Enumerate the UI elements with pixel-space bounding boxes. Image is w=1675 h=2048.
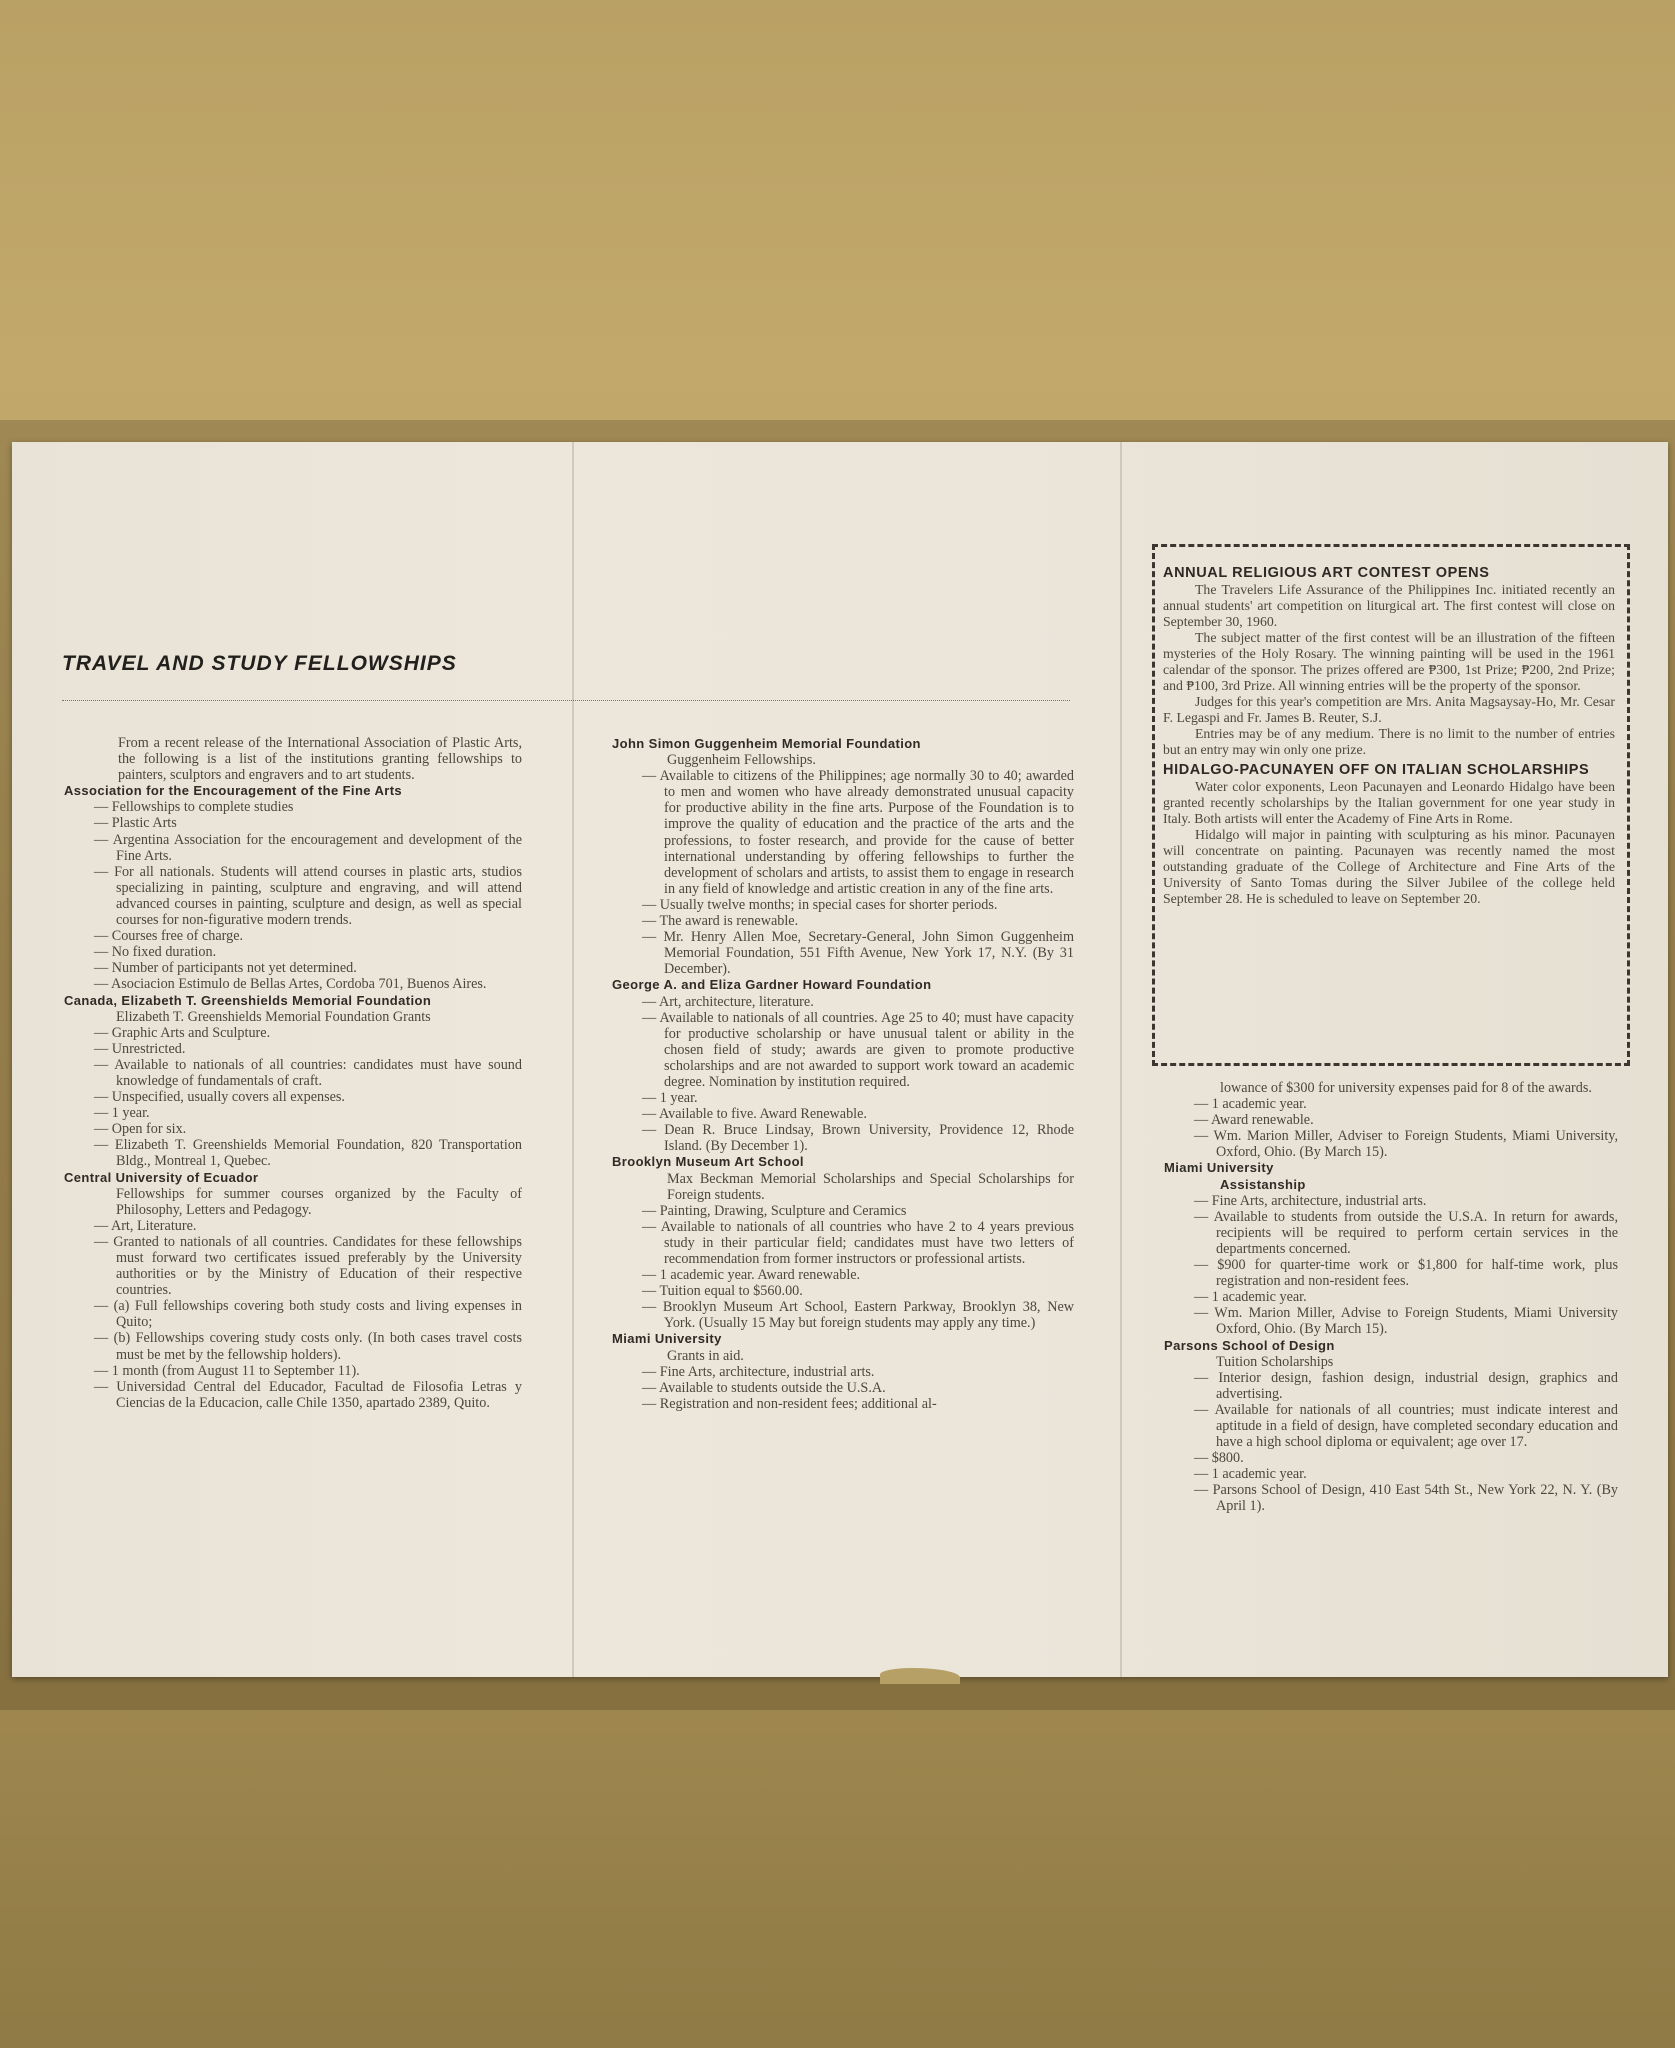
list-item: — Parsons School of Design, 410 East 54th St., New York 22, N. Y. (By April 1). — [1164, 1482, 1618, 1514]
news-paragraph: The subject matter of the first contest will be an illustration of the fifteen mysteries of the Holy Rosary. The winning painting will be used in the 1961 calendar of the sponsor. The prizes offered are ₱300, 1st Prize; ₱200, 2nd Prize; and ₱100, 3rd Prize. All winning entries will be the property of the sponsor. — [1163, 630, 1615, 693]
fold-line — [572, 442, 574, 1677]
news-paragraph: Judges for this year's competition are Mrs. Anita Magsaysay-Ho, Mr. Cesar F. Legaspi and Fr. James B. Reuter, S.J. — [1163, 694, 1615, 725]
list-item: — Award renewable. — [1164, 1112, 1618, 1128]
list-item: — Mr. Henry Allen Moe, Secretary-General, John Simon Guggenheim Memorial Foundation, 551 Fifth Avenue, New York 17, N.Y. (By 31 December). — [612, 929, 1074, 977]
list-item: — Wm. Marion Miller, Adviser to Foreign Students, Miami University, Oxford, Ohio. (By March 15). — [1164, 1128, 1618, 1160]
list-item: — $900 for quarter-time work or $1,800 for half-time work, plus registration and non-resident fees. — [1164, 1257, 1618, 1289]
list-item: — Dean R. Bruce Lindsay, Brown University, Providence 12, Rhode Island. (By December 1). — [612, 1122, 1074, 1154]
list-item: — Brooklyn Museum Art School, Eastern Parkway, Brooklyn 38, New York. (Usually 15 May but foreign students may apply any time.) — [612, 1299, 1074, 1331]
list-item: — The award is renewable. — [612, 913, 1074, 929]
list-item: — $800. — [1164, 1450, 1618, 1466]
news-paragraph: Hidalgo will major in painting with sculpturing as his minor. Pacunayen will concentrate on painting. Pacunayen was recently named the most outstanding graduate of the College of Architecture and Fine Arts of the University of Santo Tomas during the Silver Jubilee of the college held September 28. He is scheduled to leave on September 20. — [1163, 827, 1615, 906]
section-subtitle: Guggenheim Fellowships. — [667, 752, 816, 769]
list-item: — Art, architecture, literature. — [612, 994, 1074, 1010]
list-item: — 1 academic year. — [1164, 1096, 1618, 1112]
section-subtitle: Elizabeth T. Greenshields Memorial Foundation Grants — [116, 1008, 431, 1025]
section-heading: George A. and Eliza Gardner Howard Foundation — [612, 977, 932, 993]
column-3 — [1164, 1080, 1618, 1515]
list-item: — Universidad Central del Educador, Facultad de Filosofia Letras y Ciencias de la Educacion, calle Chile 1350, apartado 2389, Quito. — [64, 1379, 522, 1411]
fold-line — [1120, 442, 1122, 1677]
news-box — [1152, 544, 1630, 1066]
list-item: — Available to students outside the U.S.A. — [612, 1380, 1074, 1396]
list-item: — 1 year. — [64, 1105, 522, 1121]
intro-paragraph: From a recent release of the International Association of Plastic Arts, the following is a list of the institutions granting fellowships to painters, sculptors and engravers and to art students. — [118, 735, 522, 784]
list-item: — Available to five. Award Renewable. — [612, 1106, 1074, 1122]
list-item: — Unrestricted. — [64, 1041, 522, 1057]
section-heading: Miami University — [612, 1331, 722, 1347]
list-item: — Available to students from outside the U.S.A. In return for awards, recipients will be required to perform certain services in the departments concerned. — [1164, 1209, 1618, 1257]
section-subheading: Assistanship — [1220, 1176, 1306, 1192]
list-item: — Available to nationals of all countries who have 2 to 4 years previous study in their particular field; candidates must have two letters of recommendation from former instructors or professional artists. — [612, 1219, 1074, 1267]
section-subtitle: Grants in aid. — [667, 1347, 744, 1364]
news-paragraph: The Travelers Life Assurance of the Philippines Inc. initiated recently an annual students' art competition on liturgical art. The first contest will close on September 30, 1960. — [1163, 582, 1615, 629]
page-title: TRAVEL AND STUDY FELLOWSHIPS — [62, 652, 457, 675]
list-item: — 1 academic year. — [1164, 1466, 1618, 1482]
list-item: — Available for nationals of all countries; must indicate interest and aptitude in a field of design, have completed secondary education and have a high school diploma or equivalent; age over 17. — [1164, 1402, 1618, 1450]
list-item: — 1 month (from August 11 to September 11). — [64, 1363, 522, 1379]
list-item: — Courses free of charge. — [64, 928, 522, 944]
list-item: — Available to nationals of all countries. Age 25 to 40; must have capacity for productive scholarship or have unusual talent or ability in the chosen field of study; awards are given to promote productive scholarships and are not awarded to support work toward an academic degree. Nomination by institution required. — [612, 1010, 1074, 1090]
dotted-divider — [62, 700, 1070, 701]
list-item: — 1 academic year. Award renewable. — [612, 1267, 1074, 1283]
list-item: — Argentina Association for the encouragement and development of the Fine Arts. — [64, 832, 522, 864]
list-item: — Interior design, fashion design, industrial design, graphics and advertising. — [1164, 1370, 1618, 1402]
section-heading: Association for the Encouragement of the Fine Arts — [64, 783, 403, 799]
column-1 — [64, 735, 522, 1411]
section-subtitle: Tuition Scholarships — [1216, 1353, 1334, 1370]
list-item: — 1 academic year. — [1164, 1289, 1618, 1305]
section-subtitle: Max Beckman Memorial Scholarships and Special Scholarships for Foreign students. — [667, 1170, 1074, 1203]
column-2 — [612, 736, 1074, 1412]
list-item: — Fellowships to complete studies — [64, 799, 522, 815]
list-item: — (a) Full fellowships covering both study costs and living expenses in Quito; — [64, 1298, 522, 1330]
list-item: — Painting, Drawing, Sculpture and Ceramics — [612, 1203, 1074, 1219]
section-subtitle: Fellowships for summer courses organized by the Faculty of Philosophy, Letters and Pedagogy. — [116, 1185, 522, 1218]
list-item: — (b) Fellowships covering study costs only. (In both cases travel costs must be met by the fellowship holders). — [64, 1330, 522, 1362]
list-item: — 1 year. — [612, 1090, 1074, 1106]
list-item: — Open for six. — [64, 1121, 522, 1137]
news-box-content — [1163, 565, 1615, 907]
section-heading: Parsons School of Design — [1164, 1337, 1335, 1353]
list-item: — Number of participants not yet determined. — [64, 960, 522, 976]
news-heading: HIDALGO-PACUNAYEN OFF ON ITALIAN SCHOLARSHIPS — [1163, 762, 1590, 778]
list-item: — Registration and non-resident fees; additional al- — [612, 1396, 1074, 1412]
list-item: — Elizabeth T. Greenshields Memorial Foundation, 820 Transportation Bldg., Montreal 1, Quebec. — [64, 1137, 522, 1169]
list-item: — For all nationals. Students will attend courses in plastic arts, studios specializing in painting, sculpture and engraving, and will attend advanced courses in painting, sculpture and design, as well as special courses for non-figurative modern trends. — [64, 864, 522, 928]
section-heading: John Simon Guggenheim Memorial Foundation — [612, 736, 921, 751]
section-heading: Miami University — [1164, 1160, 1274, 1176]
list-item-continued: lowance of $300 for university expenses paid for 8 of the awards. — [1220, 1080, 1592, 1096]
list-item: — No fixed duration. — [64, 944, 522, 960]
list-item: — Wm. Marion Miller, Advise to Foreign Students, Miami University Oxford, Ohio. (By March 15). — [1164, 1305, 1618, 1337]
list-item: — Plastic Arts — [64, 815, 522, 831]
section-heading: Brooklyn Museum Art School — [612, 1154, 804, 1170]
list-item: — Graphic Arts and Sculpture. — [64, 1025, 522, 1041]
list-item: — Granted to nationals of all countries. Candidates for these fellowships must forward two certificates issued preferably by the University authorities or by the Ministry of Education of their respective countries. — [64, 1234, 522, 1298]
list-item: — Fine Arts, architecture, industrial arts. — [1164, 1193, 1618, 1209]
list-item: — Art, Literature. — [64, 1218, 522, 1234]
section-heading: Canada, Elizabeth T. Greenshields Memorial Foundation — [64, 992, 432, 1008]
section-heading: Central University of Ecuador — [64, 1169, 259, 1185]
list-item: — Available to nationals of all countries: candidates must have sound knowledge of fundamentals of craft. — [64, 1057, 522, 1089]
news-paragraph: Water color exponents, Leon Pacunayen and Leonardo Hidalgo have been granted recently scholarships by the Italian government for one year study in Italy. Both artists will enter the Academy of Fine Arts in Rome. — [1163, 779, 1615, 826]
list-item: — Usually twelve months; in special cases for shorter periods. — [612, 897, 1074, 913]
list-item: — Available to citizens of the Philippines; age normally 30 to 40; awarded to men and women who have already demonstrated unusual capacity for productive ability in the fine arts. Purpose of the Foundation is to improve the quality of education and the practice of the arts and the professions, to foster research, and provide for the cause of better international understanding by offering fellowships to further the development of scholars and artists, to assist them to engage in research in any field of knowledge and artistic creation in any of the fine arts. — [612, 768, 1074, 897]
news-paragraph: Entries may be of any medium. There is no limit to the number of entries but an entry may win only one prize. — [1163, 726, 1615, 757]
list-item: — Asociacion Estimulo de Bellas Artes, Cordoba 701, Buenos Aires. — [64, 976, 522, 992]
list-item: — Tuition equal to $560.00. — [612, 1283, 1074, 1299]
list-item: — Unspecified, usually covers all expenses. — [64, 1089, 522, 1105]
torn-edge — [880, 1668, 960, 1684]
list-item: — Fine Arts, architecture, industrial arts. — [612, 1364, 1074, 1380]
news-heading: ANNUAL RELIGIOUS ART CONTEST OPENS — [1163, 565, 1490, 581]
